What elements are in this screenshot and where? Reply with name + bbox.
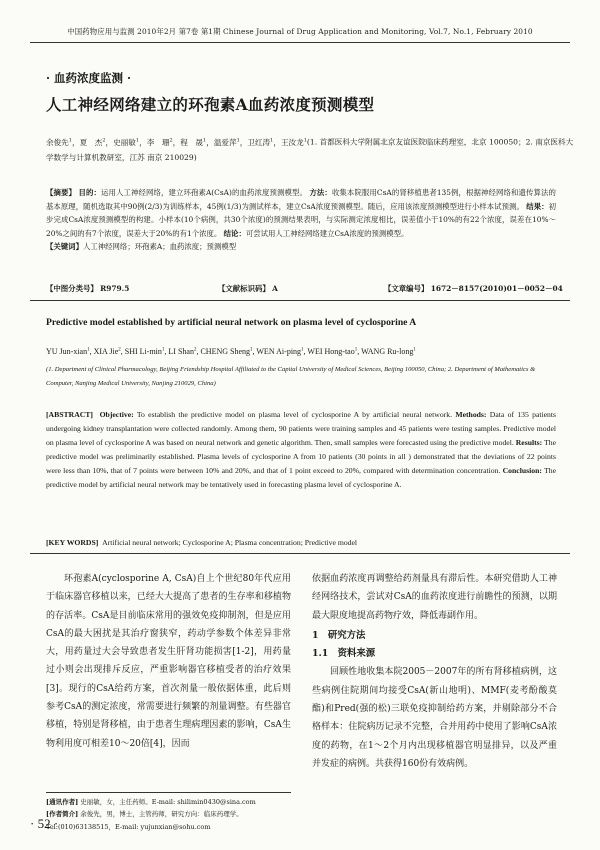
keywords-rule bbox=[30, 553, 570, 554]
author-affiliation-mark: 1 bbox=[203, 137, 207, 143]
header-rule bbox=[30, 42, 570, 43]
author-affiliation-mark: 1 bbox=[161, 347, 165, 353]
footnote-rule bbox=[46, 792, 291, 793]
keywords-en-label: [KEY WORDS] bbox=[46, 538, 99, 547]
author-name: SHI Li-min bbox=[124, 347, 162, 356]
page-number: · 52 · bbox=[30, 816, 59, 831]
author-name: WEN Ai-ping bbox=[256, 347, 302, 356]
author-name: 程 晟 bbox=[180, 137, 204, 147]
author-name: WANG Ru-long bbox=[361, 347, 414, 356]
footnotes bbox=[46, 796, 296, 833]
author-name: 温爱萍 bbox=[213, 137, 237, 147]
authors-zh bbox=[46, 133, 576, 165]
author-affiliation-mark: 2 bbox=[102, 137, 106, 143]
section-heading-1-1: 1.1 资料来源 bbox=[312, 648, 376, 660]
body-right-column bbox=[312, 570, 557, 773]
methods-label: 方法： bbox=[309, 188, 332, 197]
author-name: CHENG Sheng bbox=[200, 347, 251, 356]
author-affiliation-mark: 1 bbox=[303, 137, 307, 143]
author-affiliation-mark: 1 bbox=[135, 137, 140, 143]
author-affiliation-mark: 1 bbox=[413, 347, 416, 353]
objective-label: 目的： bbox=[78, 188, 101, 197]
keywords-label-zh: 【关键词】 bbox=[46, 242, 83, 251]
methods-en-label: Methods: bbox=[455, 410, 487, 419]
author-affiliation-mark: 1 bbox=[87, 347, 90, 353]
contact-note: Tel:(010)63138515，E-mail: yujunxian@sohu.com bbox=[46, 822, 211, 831]
doc-code-field: 【文献标识码】 A bbox=[218, 284, 278, 293]
intro-paragraph: 环孢素A(cyclosporine A, CsA)自上个世纪80年代应用于临床器官移植以来，已经大大提高了患者的生存率和移植物的存活率。CsA是目前临床常用的强效免疫抑制剂，但是应用CsA的最大困扰是其治疗窗狭窄，药动学参数个体差异非常大，用药量过大会导致患者发生肝肾功能损害[1-2]，用药量过小则会出现排斥反应，严重影响器官移植受者的治疗效果[3]。现行的CsA给药方案，首次剂量一般依据体重，此后则参考CsA的测定浓度，常需要进行频繁的剂量调整。有些器官移植，特别是肾移植，由于患者生理病理因素的影响，CsA生物利用度可相差10～20倍[4]，因而 bbox=[46, 574, 291, 749]
keywords-en-row bbox=[46, 538, 561, 547]
objective-en: To establish the predictive model on plasma level of cyclosporine A by artificial neural network. bbox=[136, 410, 453, 419]
methods-text: 收集本院服用CsA的肾移植患者135例，根据神经网络和遗传算法的基本原理，随机选取其中90例(2/3)为训练样本，45例(1/3)为测试样本，建立CsA浓度预测模型。随后，应用该浓度预测模型进行小样本试预测。 bbox=[46, 188, 556, 211]
conclusion-text: 可尝试用人工神经网络建立CsA浓度的预测模型。 bbox=[245, 228, 409, 238]
title-zh: 人工神经网络建立的环孢素A血药浓度预测模型 bbox=[46, 95, 375, 114]
author-affiliation-mark: 1 bbox=[270, 137, 274, 143]
author-affiliation-mark: 1 bbox=[236, 137, 240, 143]
objective-en-label: Objective: bbox=[99, 410, 134, 419]
results-en: The predictive model was preliminarily established. Plasma levels of cyclosporine A from 10 patients (30 points in all ) demonstrated that the deviations of 22 points were less than 10%, that of 7 points were between 10% and 20%, and that of 1 point exceed to 20%, compared with determination concentration. bbox=[46, 438, 556, 476]
running-header: 中国药物应用与监测 2010年2月 第7卷 第1期 Chinese Journal of Drug Application and Monitoring, Vol.7, No.1, February 2010 bbox=[67, 27, 533, 36]
author-name: 王汝龙 bbox=[280, 137, 304, 147]
keywords-en: Artificial neural network; Cyclosporine A; Plasma concentration; Predictive model bbox=[102, 538, 358, 547]
author-name: 夏 杰 bbox=[79, 137, 103, 147]
methods-en: Data of 135 patients undergoing kidney transplantation were collected randomly. Among them, 90 patients were training samples and 45 patients were testing samples. Predictive model on plasma level of cyclosporine A was based on neural network and genetic algorithm. Then, small samples were forecasted using the predictive model. bbox=[46, 410, 557, 448]
section-label: · 血药浓度监测 · bbox=[46, 71, 132, 85]
author-affiliation-mark: 2 bbox=[169, 137, 173, 143]
intro-continued: 依据血药浓度再调整给药剂量具有滞后性。本研究借助人工神经网络技术，尝试对CsA的血药浓度进行前瞻性的预测，以期最大限度地提高药物疗效，降低毒副作用。 bbox=[312, 574, 557, 621]
author-affiliation-mark: 2 bbox=[193, 347, 197, 353]
author-affiliation-mark: 1 bbox=[250, 347, 253, 353]
author-name: YU Jun-xian bbox=[46, 347, 88, 356]
article-no-field: 【文章编号】 1672－8157(2010)01－0052－04 bbox=[384, 284, 563, 293]
keywords-zh: 人工神经网络；环孢素A；血药浓度；预测模型 bbox=[82, 242, 237, 251]
conclusion-en-label: Conclusion: bbox=[502, 466, 542, 476]
title-en: Predictive model established by artificial neural network on plasma level of cyclosporine A bbox=[46, 317, 417, 328]
author-name: XIA Jie bbox=[93, 347, 119, 356]
conclusion-en: The predictive model by artificial neural network may be tentatively used in forecasting plasma level of cyclosporine A. bbox=[46, 466, 556, 490]
abstract-rule bbox=[30, 300, 570, 301]
body-left-column bbox=[46, 570, 291, 753]
abstract-zh bbox=[46, 186, 556, 254]
author-affiliation-mark: 1 bbox=[354, 347, 358, 353]
author-affiliation-mark: 1 bbox=[68, 137, 72, 143]
results-text: 初步完成CsA浓度预测模型的构建。小样本(10个病例，共30个浓度)的预测结果表明，与实际测定浓度相比，误差值小于10%的有22个浓度，误差在10%～20%之间的有7个浓度，误差大于20%的有1个浓度。 bbox=[46, 201, 556, 238]
abstract-en-label: [ABSTRACT] bbox=[46, 410, 93, 419]
affiliation-zh: (1. 首都医科大学附属北京友谊医院临床药理室，北京 100050；2. 南京医科大学数学与计算机教研室，江苏 南京 210029) bbox=[46, 137, 574, 162]
author-bio-note: [作者简介] 余俊先，男，博士，主管药师，研究方向：临床药理学。 bbox=[46, 810, 243, 819]
results-en-label: Results: bbox=[515, 438, 543, 448]
author-name: 史丽敏 bbox=[113, 137, 136, 147]
results-label: 结果： bbox=[526, 201, 549, 211]
author-name: 余俊先 bbox=[46, 137, 69, 147]
author-name: LI Shan bbox=[168, 347, 194, 356]
author-affiliation-mark: 2 bbox=[118, 347, 121, 353]
conclusion-label: 结论： bbox=[223, 228, 246, 238]
clc-field: 【中图分类号】 R979.5 bbox=[46, 284, 130, 293]
author-affiliation-mark: 1 bbox=[301, 347, 304, 353]
abstract-label: 【摘要】 bbox=[46, 188, 76, 197]
author-list-zh: 余俊先$^1$，夏 杰$^2$，史丽敏$^1$，李 珊$^2$，程 晟$^1$，温爱萍$^1$，卫红涛$^1$，王汝龙$^1$ bbox=[46, 137, 307, 147]
data-source-paragraph: 回顾性地收集本院2005－2007年的所有肾移植病例，这些病例住院期间均接受CsA(新山地明)、MMF(麦考酚酸莫酯)和Pred(强的松)三联免疫抑制给药方案，并剔除部分不合格样本：住院病历记录不完整，合并用药中使用了影响CsA浓度的药物，在1～2个月内出现移植器官明显排异，以及严重并发症的病例。共获得160份有效病例。 bbox=[312, 667, 557, 769]
abstract-en bbox=[46, 408, 556, 493]
author-name: 卫红涛 bbox=[247, 137, 271, 147]
author-name: WEI Hong-tao bbox=[307, 347, 355, 356]
affiliation-en: (1. Department of Clinical Pharmacology, Beijing Friendship Hospital Affiliated to the Capital University of Medical Sciences, Beijing 100050, China; 2. Department of Mathematics & Computer, Nanjing Medical University, Nanjing 210029, China) bbox=[46, 366, 536, 387]
objective-text: 运用人工神经网络，建立环孢素A(CsA)的血药浓度预测模型。 bbox=[100, 188, 307, 197]
author-name: 李 珊 bbox=[146, 137, 170, 147]
section-heading-1: 1 研究方法 bbox=[312, 629, 366, 641]
corresponding-author-note: [通讯作者] 史丽敏，女，主任药师。E-mail: shilimin0430@sina.com bbox=[46, 798, 256, 806]
authors-en: YU Jun-xian$^1$, XIA Jie$^2$, SHI $Li-\min^1$, LI Shan$^2$, CHENG Sheng$^1$, WEN Ai-ping$^1$, WEI Hong-tao$^1$, WANG Ru-long$^1$ bbox=[46, 347, 416, 356]
